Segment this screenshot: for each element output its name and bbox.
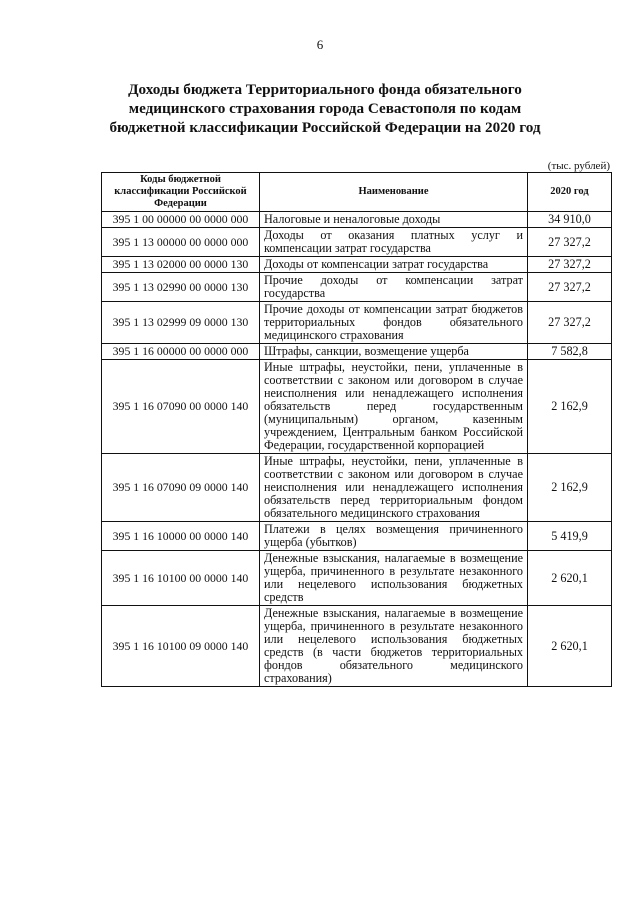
row-code: 395 1 00 00000 00 0000 000 (102, 212, 260, 228)
row-value: 27 327,2 (528, 302, 612, 344)
row-name: Доходы от компенсации затрат государства (260, 257, 528, 273)
row-value: 27 327,2 (528, 257, 612, 273)
row-value: 7 582,8 (528, 344, 612, 360)
table-row (102, 454, 612, 522)
table-row (102, 302, 612, 344)
table-row (102, 212, 612, 228)
row-value: 5 419,9 (528, 522, 612, 551)
row-name: Штрафы, санкции, возмещение ущерба (260, 344, 528, 360)
table-row (102, 257, 612, 273)
row-code: 395 1 13 02990 00 0000 130 (102, 273, 260, 302)
table-row (102, 551, 612, 606)
row-code: 395 1 16 07090 00 0000 140 (102, 360, 260, 454)
row-code: 395 1 16 00000 00 0000 000 (102, 344, 260, 360)
row-code: 395 1 16 10100 09 0000 140 (102, 606, 260, 687)
row-value: 27 327,2 (528, 273, 612, 302)
table-row (102, 273, 612, 302)
row-code: 395 1 16 10000 00 0000 140 (102, 522, 260, 551)
document-title: Доходы бюджета Территориального фонда обязательного медицинского страхования города Севастополя по кодам бюджетной классификации Российской Федерации на 2020 год (109, 81, 541, 136)
row-value: 27 327,2 (528, 228, 612, 257)
table-row (102, 606, 612, 687)
row-code: 395 1 13 02999 09 0000 130 (102, 302, 260, 344)
row-name: Иные штрафы, неустойки, пени, уплаченные в соответствии с законом или договором в случае неисполнения или ненадлежащего исполнения обязательств перед территориальным фондом обязательного медицинского страхования (260, 454, 528, 522)
row-value: 34 910,0 (528, 212, 612, 228)
row-name: Прочие доходы от компенсации затрат государства (260, 273, 528, 302)
table-row (102, 360, 612, 454)
row-name: Налоговые и неналоговые доходы (260, 212, 528, 228)
row-value: 2 162,9 (528, 360, 612, 454)
row-name: Доходы от оказания платных услуг и компенсации затрат государства (260, 228, 528, 257)
row-name: Прочие доходы от компенсации затрат бюджетов территориальных фондов обязательного медицинского страхования (260, 302, 528, 344)
row-code: 395 1 16 07090 09 0000 140 (102, 454, 260, 522)
budget-table (101, 172, 612, 687)
row-name: Платежи в целях возмещения причиненного ущерба (убытков) (260, 522, 528, 551)
units-label: (тыс. рублей) (547, 160, 610, 172)
row-value: 2 162,9 (528, 454, 612, 522)
header-name: Наименование (260, 173, 528, 212)
table-header-row (102, 173, 612, 212)
header-code: Коды бюджетной классификации Российской Федерации (102, 173, 260, 212)
row-name: Денежные взыскания, налагаемые в возмещение ущерба, причиненного в результате незаконного или нецелевого использования бюджетных средств (в части бюджетов территориальных фондов обязательного медицинского страхования) (260, 606, 528, 687)
row-value: 2 620,1 (528, 551, 612, 606)
row-code: 395 1 13 02000 00 0000 130 (102, 257, 260, 273)
row-name: Денежные взыскания, налагаемые в возмещение ущерба, причиненного в результате незаконного или нецелевого использования бюджетных средств (260, 551, 528, 606)
table-row (102, 228, 612, 257)
row-value: 2 620,1 (528, 606, 612, 687)
row-code: 395 1 13 00000 00 0000 000 (102, 228, 260, 257)
table-row (102, 522, 612, 551)
header-year: 2020 год (528, 173, 612, 212)
row-name: Иные штрафы, неустойки, пени, уплаченные в соответствии с законом или договором в случае неисполнения или ненадлежащего исполнения обязательств перед государственным (муниципальным) органом, казенным учреждением, Центральным банком Российской Федерации, государственной корпорацией (260, 360, 528, 454)
row-code: 395 1 16 10100 00 0000 140 (102, 551, 260, 606)
page-number: 6 (316, 37, 324, 52)
table-row (102, 344, 612, 360)
